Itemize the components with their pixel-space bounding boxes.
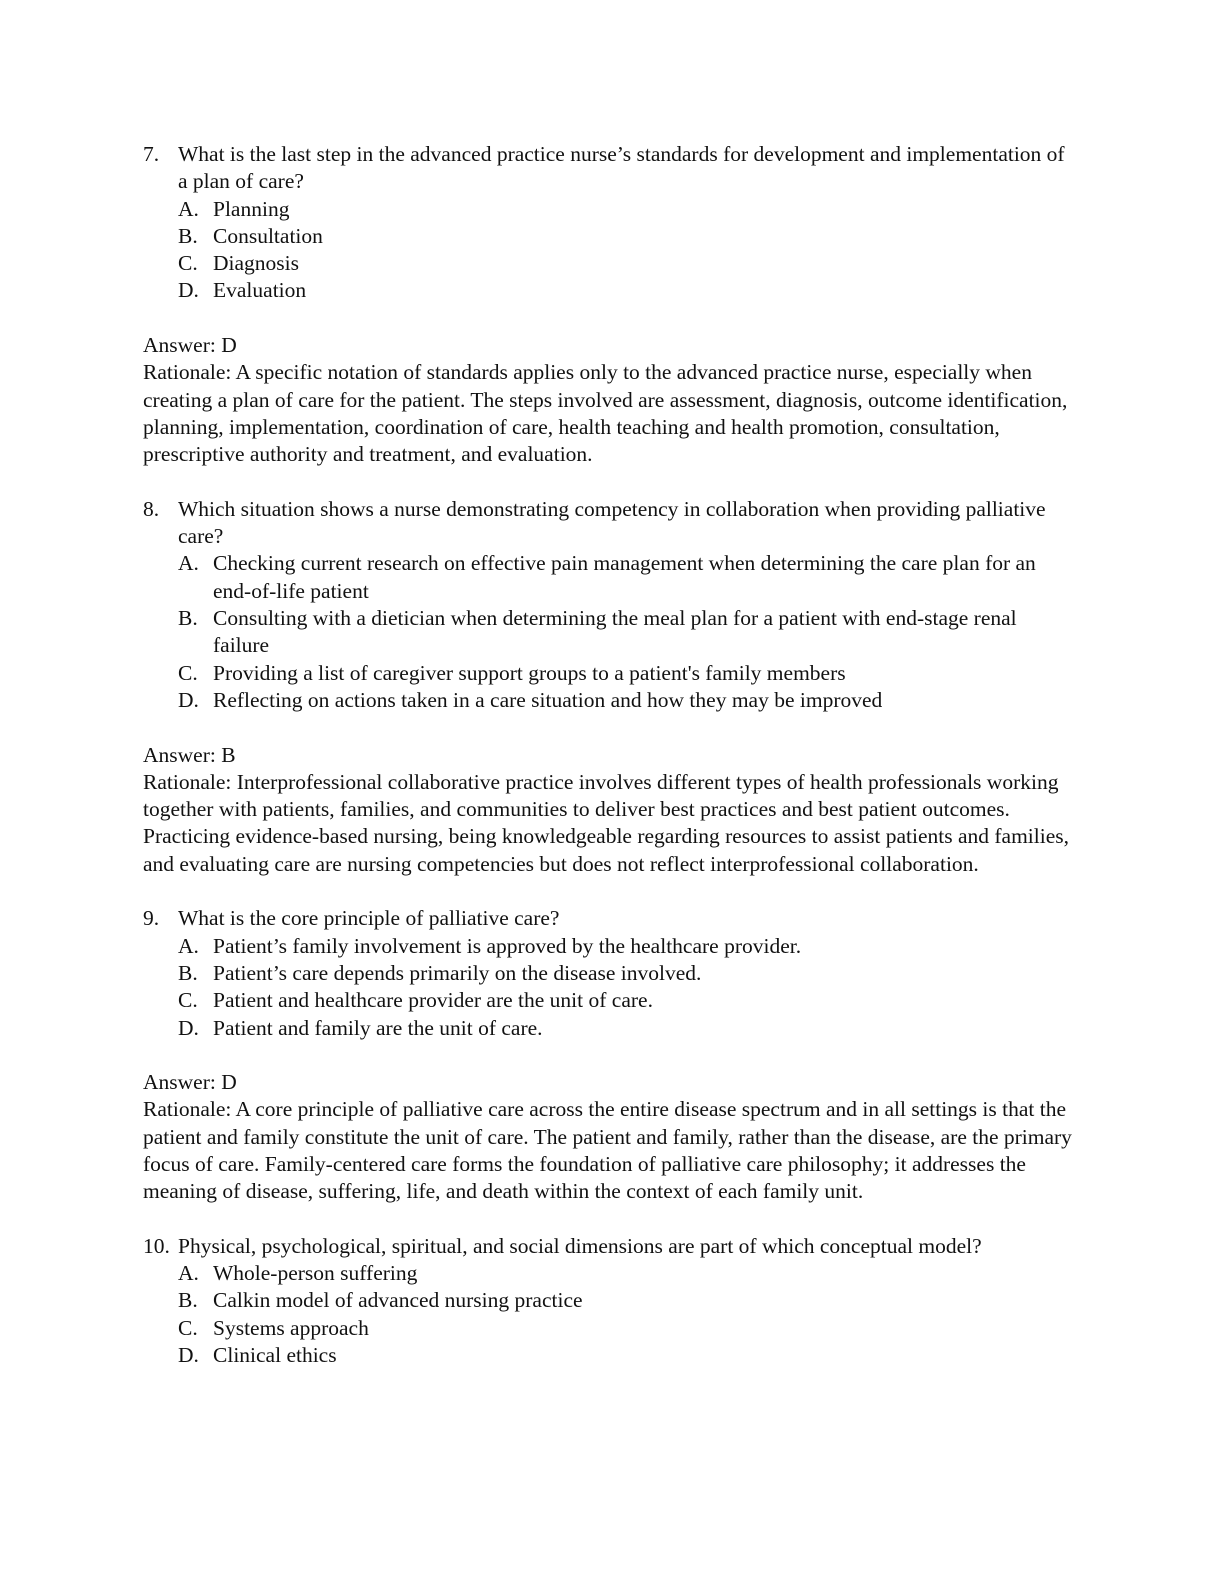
question-number: 10. [143, 1233, 170, 1258]
option-label: C. [178, 1315, 198, 1340]
question-number: 9. [143, 906, 160, 931]
option-a [178, 1260, 1078, 1287]
rationale-text: Rationale: Interprofessional collaborative practice involves different types of health professionals working together with patients, families, and communities to deliver best practices and best patient outcomes. Practicing evidence-based nursing, being knowledgeable regarding resources to assist patients and families, and evaluating care are nursing competencies but does not reflect interprofessional collaboration. [143, 769, 1070, 876]
option-text: Clinical ethics [213, 1343, 337, 1368]
option-c [178, 250, 1078, 277]
option-text: Checking current research on effective pain management when determining the care plan for an end-of-life patient [213, 551, 1036, 603]
option-text: Consultation [213, 223, 323, 248]
question-text: Which situation shows a nurse demonstrating competency in collaboration when providing palliative care? [178, 496, 1046, 549]
question-text: What is the last step in the advanced practice nurse’s standards for development and implementation of a plan of care? [178, 142, 1065, 194]
document-page [143, 141, 1078, 1369]
option-b [178, 223, 1078, 250]
option-label: B. [178, 223, 198, 248]
option-a [178, 550, 1078, 605]
option-text: Diagnosis [213, 251, 299, 276]
question-7 [143, 141, 1078, 305]
option-label: D. [178, 1343, 199, 1368]
option-label: B. [178, 606, 198, 631]
option-label: C. [178, 251, 198, 276]
option-text: Patient’s family involvement is approved by the healthcare provider. [213, 933, 802, 958]
question-text: Physical, psychological, spiritual, and social dimensions are part of which conceptual model? [178, 1233, 982, 1258]
option-label: D. [178, 1015, 199, 1040]
option-text: Whole-person suffering [213, 1261, 418, 1286]
option-c [178, 987, 1078, 1014]
option-text: Patient and healthcare provider are the unit of care. [213, 988, 653, 1013]
option-label: B. [178, 1288, 198, 1313]
question-number: 7. [143, 142, 160, 166]
option-b [178, 605, 1078, 660]
option-label: A. [178, 551, 199, 576]
option-text: Patient and family are the unit of care. [213, 1015, 543, 1040]
options-list [178, 1260, 1078, 1369]
question-9 [143, 905, 1078, 1041]
option-text: Evaluation [213, 278, 307, 303]
option-c [178, 660, 1078, 687]
option-text: Reflecting on actions taken in a care situation and how they may be improved [213, 687, 883, 712]
option-d [178, 277, 1078, 304]
option-text: Patient’s care depends primarily on the disease involved. [213, 960, 702, 985]
option-label: C. [178, 988, 198, 1013]
answer-line: Answer: B [143, 742, 236, 767]
rationale-text: Rationale: A core principle of palliative care across the entire disease spectrum and in all settings is that the patient and family constitute the unit of care. The patient and family, rather than the disease, are the primary focus of care. Family-centered care forms the foundation of palliative care philosophy; it addresses the meaning of disease, suffering, life, and death within the context of each family unit. [143, 1097, 1072, 1204]
option-d [178, 687, 1078, 714]
option-a [178, 933, 1078, 960]
option-text: Systems approach [213, 1315, 369, 1340]
question-10 [143, 1233, 1078, 1369]
rationale-text: Rationale: A specific notation of standards applies only to the advanced practice nurse, especially when creating a plan of care for the patient. The steps involved are assessment, diagnosis, outcome identification, planning, implementation, coordination of care, health teaching and health promotion, consultation, prescriptive authority and treatment, and evaluation. [143, 360, 1068, 467]
options-list [178, 550, 1078, 714]
answer-block-9 [143, 1069, 1078, 1205]
options-list [178, 933, 1078, 1042]
option-label: D. [178, 687, 199, 712]
options-list [178, 196, 1078, 305]
question-number: 8. [143, 496, 160, 521]
option-b [178, 960, 1078, 987]
answer-line: Answer: D [143, 1070, 237, 1095]
option-a [178, 196, 1078, 223]
option-text: Consulting with a dietician when determining the meal plan for a patient with end-stage renal failure [213, 606, 1017, 658]
answer-block-7 [143, 332, 1078, 468]
option-label: A. [178, 196, 199, 221]
question-8 [143, 496, 1078, 714]
option-label: A. [178, 933, 199, 958]
option-label: D. [178, 278, 199, 303]
question-text: What is the core principle of palliative care? [178, 906, 560, 931]
answer-line: Answer: D [143, 333, 237, 358]
option-label: B. [178, 960, 198, 985]
option-text: Calkin model of advanced nursing practice [213, 1288, 583, 1313]
answer-block-8 [143, 742, 1078, 878]
option-label: C. [178, 660, 198, 685]
option-b [178, 1287, 1078, 1314]
option-c [178, 1315, 1078, 1342]
option-d [178, 1015, 1078, 1042]
option-d [178, 1342, 1078, 1369]
option-text: Providing a list of caregiver support groups to a patient's family members [213, 660, 846, 685]
option-text: Planning [213, 196, 290, 221]
option-label: A. [178, 1261, 199, 1286]
